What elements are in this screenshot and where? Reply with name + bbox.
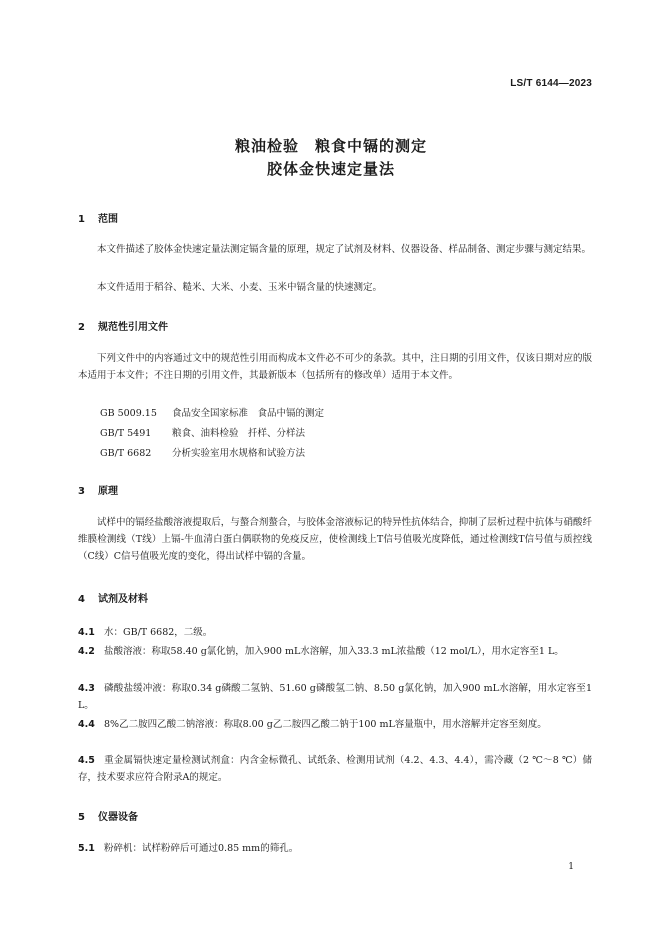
section-number: 4: [78, 594, 85, 605]
paragraph-text: 下列文件中的内容通过文中的规范性引用而构成本文件必不可少的条款。其中，注日期的引用文件，仅该日期对应的版本适用于本文件；不注日期的引用文件，其最新版本（包括所有的修改单）适用于本文件。: [78, 353, 592, 381]
clause-item: [78, 752, 592, 786]
section-3-heading: [78, 482, 118, 497]
section-title: 规范性引用文件: [98, 322, 168, 333]
section-1-heading: [78, 210, 118, 225]
section-title: 仪器设备: [98, 812, 138, 823]
reference-item: [100, 425, 305, 439]
clause-number: 4.5: [78, 755, 95, 766]
reference-item: [100, 405, 324, 419]
clause-item: [78, 840, 592, 857]
clause-number: 4.3: [78, 683, 95, 694]
clause-number: 5.1: [78, 843, 95, 854]
standard-code: LS/T 6144—2023: [510, 78, 592, 89]
page-number: 1: [568, 862, 574, 872]
section-number: 1: [78, 214, 85, 225]
document-title-line2: 胶体金快速定量法: [266, 160, 395, 178]
section-4-heading: [78, 590, 148, 605]
reference-title: 分析实验室用水规格和试验方法: [172, 448, 306, 459]
reference-code: GB/T 5491: [100, 428, 152, 439]
reference-code: GB 5009.15: [100, 408, 157, 419]
section-5-heading: [78, 808, 138, 823]
clause-item: [78, 716, 592, 733]
section-title: 原理: [98, 486, 118, 497]
section-2-heading: [78, 318, 168, 333]
clause-number: 4.2: [78, 646, 95, 657]
clause-text: 8%乙二胺四乙酸二钠溶液：称取8.00 g乙二胺四乙酸二钠于100 mL容量瓶中，用水溶解并定容至刻度。: [104, 719, 547, 730]
clause-number: 4.4: [78, 719, 95, 730]
section-title: 范围: [98, 214, 118, 225]
clause-text: 水：GB/T 6682，二级。: [104, 627, 213, 638]
paragraph-text: 本文件描述了胶体金快速定量法测定镉含量的原理，规定了试剂及材料、仪器设备、样品制备、测定步骤与测定结果。: [97, 244, 592, 255]
paragraph: [78, 514, 592, 565]
clause-text: 重金属镉快速定量检测试剂盒：内含金标微孔、试纸条、检测用试剂（4.2、4.3、4.4），需冷藏（2 ℃～8 ℃）储存，技术要求应符合附录A的规定。: [78, 755, 592, 783]
clause-text: 粉碎机：试样粉碎后可通过0.85 mm的筛孔。: [104, 843, 299, 854]
paragraph: [78, 279, 592, 296]
paragraph: [78, 241, 592, 258]
clause-item: [78, 680, 592, 714]
section-number: 2: [78, 322, 85, 333]
clause-number: 4.1: [78, 627, 95, 638]
clause-item: [78, 643, 592, 660]
clause-item: [78, 624, 592, 641]
reference-title: 食品安全国家标准 食品中镉的测定: [172, 408, 325, 419]
section-title: 试剂及材料: [98, 594, 148, 605]
clause-text: 磷酸盐缓冲液：称取0.34 g磷酸二氢钠、51.60 g磷酸氢二钠、8.50 g氯化钠，加入900 mL水溶解，用水定容至1 L。: [78, 683, 592, 711]
clause-text: 盐酸溶液：称取58.40 g氯化钠，加入900 mL水溶解，加入33.3 mL浓盐酸（12 mol/L），用水定容至1 L。: [104, 646, 564, 657]
document-title-line1: 粮油检验 粮食中镉的测定: [234, 137, 427, 155]
reference-title: 粮食、油料检验 扦样、分样法: [172, 428, 306, 439]
paragraph-text: 试样中的镉经盐酸溶液提取后，与螯合剂螯合，与胶体金溶液标记的特异性抗体结合，抑制了层析过程中抗体与硝酸纤维膜检测线（T线）上镉-牛血清白蛋白偶联物的免疫反应，使检测线上T信号值吸光度降低，通过检测线T信号值与质控线（C线）C信号值吸光度的变化，得出试样中镉的含量。: [78, 517, 592, 562]
paragraph-text: 本文件适用于稻谷、糙米、大米、小麦、玉米中镉含量的快速测定。: [97, 282, 383, 293]
reference-code: GB/T 6682: [100, 448, 152, 459]
section-number: 3: [78, 486, 85, 497]
paragraph: [78, 350, 592, 384]
reference-item: [100, 445, 305, 459]
section-number: 5: [78, 812, 85, 823]
